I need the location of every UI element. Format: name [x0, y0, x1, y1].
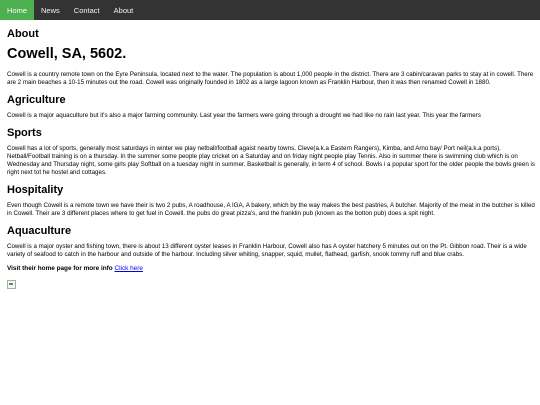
section-text-aquaculture: Cowell is a major oyster and fishing town, there is about 13 different oyster leases in Franklin Harbour, Cowell also has A oyster hatchery 5 minutes out on the Pt. Gibbon road. Their is a wide variety of seafood to catch in the harbour and outside of the harbour. Including silver whiting, snapper, squid, mullet, flathead, garfish, snook tommy ruff and blue crabs. — [7, 243, 527, 258]
section-heading-sports: Sports — [7, 127, 42, 139]
nav-home-link[interactable]: Home — [0, 0, 34, 20]
section-text-sports: Cowell has a lot of sports, generally most saturdays in winter we play netball/football agaist nearby towns, Cleve(a.k.a Eastern Rangers), Kimba, and Arno bay/ Port neil(a.k.a ports). Netball/Football training is on a thursday. In the summer some people play cricket on a Saturday and on friday night people play Tennis. Also in summer there is swimming club which is on Wednesday and Thursday night, some girls play Softball on a tuesday night in summer. Basketball is generally, in term 4 of school. Bowls i a popular sport for the older people the bowls green is right next tot he hostel and cottages. — [7, 145, 535, 176]
home-page-prefix: Visit their home page for more info — [7, 265, 113, 272]
section-heading-agriculture: Agriculture — [7, 94, 66, 106]
nav-news-link[interactable]: News — [41, 5, 60, 15]
section-heading-aquaculture: Aquaculture — [7, 225, 72, 237]
broken-image-icon — [7, 280, 16, 289]
section-text-hospitality: Even though Cowell is a remote town we have their is two 2 pubs, A roadhouse, A IGA, A bakery, which by the way makes the best pastries, A butcher. Majority of the meat in the butcher is killed in Cowell. Their are 3 different places where to get fuel in Cowell. the pubs do great pizza's, and the franklin pub (known as the botton pub) does a spit night. — [7, 202, 535, 217]
top-navigation — [0, 0, 540, 20]
section-heading-hospitality: Hospitality — [7, 184, 64, 196]
main-content — [0, 28, 540, 289]
page-title: Cowell, SA, 5602. — [7, 46, 127, 62]
intro-paragraph: Cowell is a country remote town on the Eyre Peninsula, located next to the water. The population is about 1,000 people in the district. There are 3 cabin/caravan parks to stay at in cowell. There are 2 main beaches a 10-15 minutes out the road. Cowell was originally founded in 1802 as a large lagoon known as Franklin Harbour, then it was then renamed Cowell in 1880. — [7, 71, 534, 86]
section-text-agriculture: Cowell is a major aquaculture but it's also a major farming community. Last year the farmers were going through a drought we had like no rain last year. This year the farmers — [7, 112, 481, 119]
home-page-line — [7, 265, 535, 272]
nav-contact-link[interactable]: Contact — [73, 5, 100, 15]
nav-about-link[interactable]: About — [113, 5, 134, 15]
page-heading: About — [7, 28, 39, 40]
home-page-link[interactable]: Click here — [114, 265, 143, 272]
